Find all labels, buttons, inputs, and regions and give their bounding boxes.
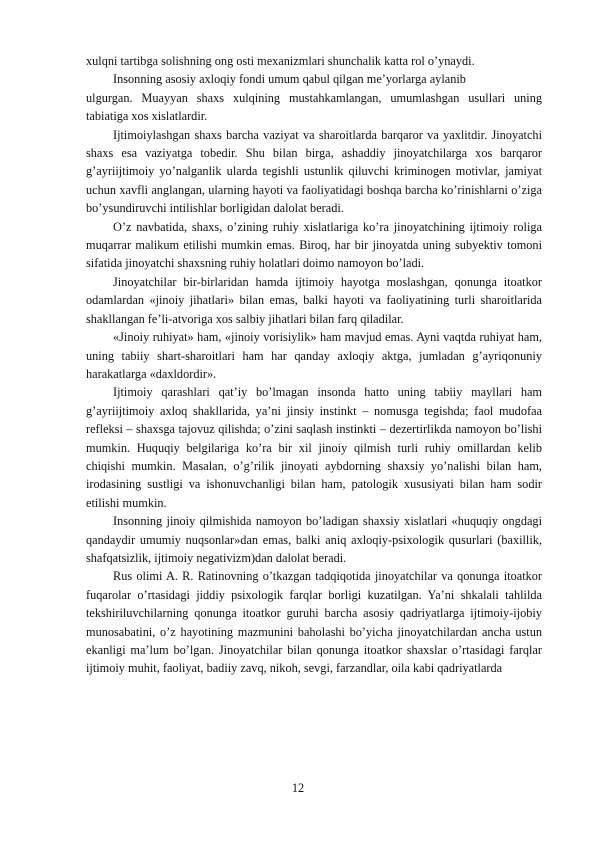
page-number: 12 bbox=[291, 781, 305, 795]
paragraph-4: Ijtimoiylashgan shaxs barcha vaziyat va sharoitlarda barqaror va yaxlitdir. Jinoyatchi shaxs esa vaziyatga tobedir. Shu bilan birga, ashaddiy jinoyatchilarga xos barqaror g’ayriijtimoiy yo’nalganlik ularda tegishli ustunlik qiluvchi kriminogen motivlar, jamiyat uchun xavfli anglangan, ularning hayoti va faoliyatidagi boshqa barcha ko’rinishlarni o’ziga bo’ysundiruvchi intilishlar borligidan dalolat beradi. bbox=[86, 127, 542, 216]
paragraph-1: xulqni tartibga solishning ong osti mexanizmlari shunchalik katta rol o’ynaydi. bbox=[86, 54, 475, 68]
paragraph-5: O’z navbatida, shaxs, o’zining ruhiy xislatlariga ko’ra jinoyatchining ijtimoiy roliga muqarrar malikum etilishi mumkin emas. Biroq, har bir jinoyatda uning subyektiv tomoni sifatida jinoyatchi shaxsning ruhiy holatlari doimo namoyon bo’ladi. bbox=[86, 219, 542, 271]
paragraph-2: Insonning asosiy axloqiy fondi umum qabul qilgan me’yorlarga aylanib bbox=[113, 72, 466, 87]
paragraph-7: «Jinoiy ruhiyat» ham, «jinoiy vorisiylik» ham mavjud emas. Ayni vaqtda ruhiyat ham, uning tabiiy shart-sharoitlari ham har qanday axloqiy aktga, jumladan g’ayriqonuniy harakatlarga «daxldordir». bbox=[86, 330, 542, 381]
paragraph-9: Insonning jinoiy qilmishida namoyon bo’ladigan shaxsiy xislatlari «huquqiy ongdagi qandaydir umumiy nuqsonlar»dan emas, balki aniq axloqiy-psixologik qusurlari (baxillik, shafqatsizlik, ijtimoiy negativizm)dan dalolat beradi. bbox=[86, 514, 542, 565]
paragraph-8: Ijtimoiy qarashlari qat’iy bo’lmagan insonda hatto uning tabiiy mayllari ham g’ayriijtimoiy axloq shakllarida, ya’ni jinsiy instinkt – nomusga tegishda; faol mudofaa refleksi – shaxsga tajovuz qilishda; o’zini saqlash instinkti – dezertirlikda namoyon bo’lishi mumkin. Huquqiy belgilariga ko’ra bir xil jinoiy qilmish turli ruhiy omillardan kelib chiqishi mumkin. Masalan, o’g’rilik jinoyati aybdorning shaxsiy yo’nalishi bilan ham, irodasining sustligi va ishonuvchanligi bilan ham, patologik xususiyati bilan ham sodir etilishi mumkin. bbox=[86, 385, 542, 510]
paragraph-10: Rus olimi A. R. Ratinovning o’tkazgan tadqiqotida jinoyatchilar va qonunga itoatkor fuqarolar o’rtasidagi jiddiy psixologik farqlar borligi kuzatilgan. Ya’ni shkalali tahlilda tekshiriluvchilarning qonunga itoatkor guruhi barcha asosiy qadriyatlarga ijtimoiy-ijobiy munosabatini, o’z hayotining mazmunini baholashi bo’yicha jinoyatchilardan ancha ustun ekanligi ma’lum bo’lgan. Jinoyatchilar bilan qonunga itoatkor shaxslar o’rtasidagi farqlar ijtimoiy muhit, faoliyat, badiiy zavq, nikoh, sevgi, farzandlar, oila kabi qadriyatlarda bbox=[86, 569, 542, 676]
paragraph-3: ulgurgan. Muayyan shaxs xulqining mustahkamlangan, umumlashgan usullari uning tabiatiga xos xislatlardir. bbox=[86, 90, 542, 124]
paragraph-6: Jinoyatchilar bir-birlaridan hamda ijtimoiy hayotga moslashgan, qonunga itoatkor odamlardan «jinoiy jihatlari» bilan emas, balki hayoti va faoliyatining turli sharoitlarida shakllangan fe’li-atvoriga xos salbiy jihatlari bilan farq qiladilar. bbox=[86, 274, 542, 326]
document-body bbox=[86, 52, 542, 678]
